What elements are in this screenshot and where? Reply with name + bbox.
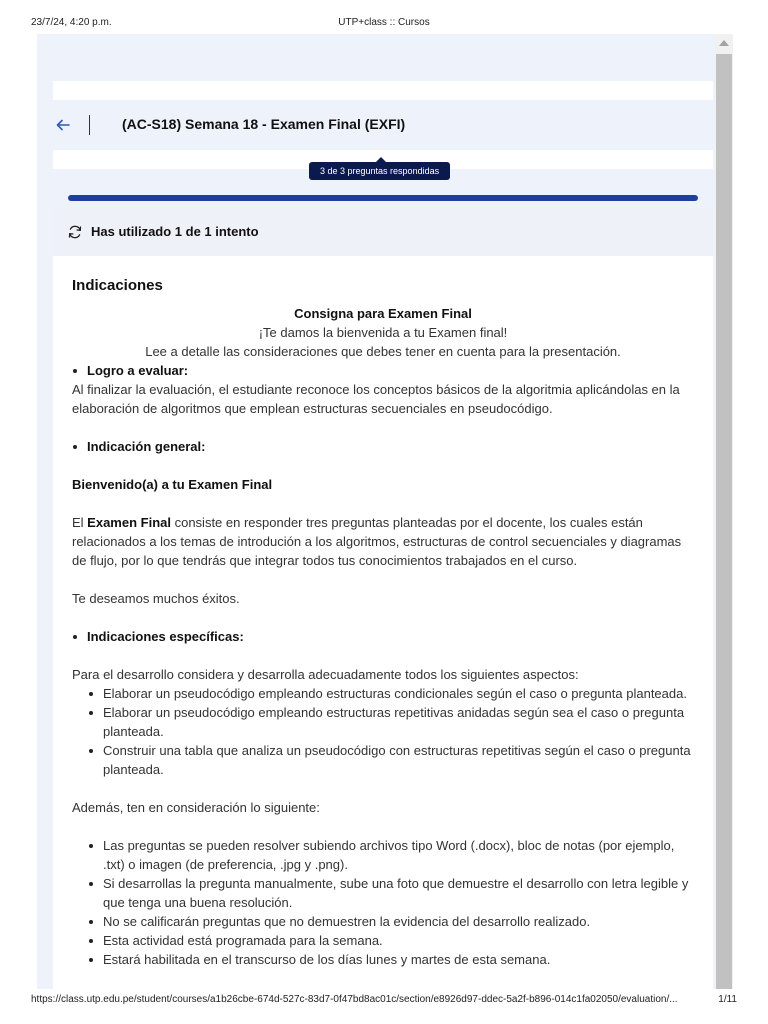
refresh-icon: [67, 224, 83, 240]
print-page-number: 1/11: [718, 994, 737, 1005]
exam-description: [72, 513, 694, 570]
read-detail-text: Lee a detalle las consideraciones que debes tener en cuenta para la presentación.: [145, 344, 621, 359]
page-title: (AC-S18) Semana 18 - Examen Final (EXFI): [122, 116, 406, 132]
instructions-card: [53, 256, 713, 989]
general-label: Indicación general:: [72, 437, 694, 456]
specific-intro: Para el desarrollo considera y desarrolla adecuadamente todos los siguientes aspectos:: [72, 667, 579, 682]
exam-rest: consiste en responder tres preguntas planteadas por el docente, los cuales están relacionados a los temas de introdución a los algoritmos, estructuras de control secuenciales y diagramas de flujo, por lo que tendrás que integrar todos tus conocimientos trabajados en el curso.: [72, 515, 682, 568]
logro-label: Logro a evaluar:: [72, 361, 694, 380]
list-item: Si desarrollas la pregunta manualmente, sube una foto que demuestre el desarrollo con letra legible y que tenga una buena resolución.: [103, 874, 694, 912]
list-item: Las preguntas se pueden resolver subiendo archivos tipo Word (.docx), bloc de notas (por ejemplo, .txt) o imagen (de preferencia, .jpg y .png).: [103, 836, 694, 874]
list-item: Construir una tabla que analiza un pseudocódigo con estructuras repetitivas según el caso o pregunta planteada.: [103, 741, 694, 779]
print-footer: [31, 994, 737, 1008]
header-divider: [89, 115, 90, 135]
print-page-title: UTP+class :: Cursos: [338, 17, 430, 28]
scroll-thumb[interactable]: [716, 54, 732, 989]
consigna-title: Consigna para Examen Final: [294, 306, 472, 321]
print-datetime: 23/7/24, 4:20 p.m.: [31, 17, 112, 28]
list-item: Estará habilitada en el transcurso de los días lunes y martes de esta semana.: [103, 950, 694, 969]
list-item: Elaborar un pseudocódigo empleando estructuras condicionales según el caso o pregunta planteada.: [103, 684, 694, 703]
app-viewport: [37, 34, 733, 989]
exitos-text: Te deseamos muchos éxitos.: [72, 591, 240, 606]
attempts-text: Has utilizado 1 de 1 intento: [91, 224, 259, 239]
consider-list: [72, 836, 694, 969]
list-item: No se calificarán preguntas que no demuestren la evidencia del desarrollo realizado.: [103, 912, 694, 931]
print-header: [31, 17, 737, 31]
list-item: Esta actividad está programada para la semana.: [103, 931, 694, 950]
attempts-banner: [53, 208, 713, 256]
welcome-text: ¡Te damos la bienvenida a tu Examen final!: [258, 325, 508, 340]
exam-bold: Examen Final: [87, 515, 171, 530]
progress-bar: [68, 195, 698, 201]
top-bar: [37, 100, 715, 150]
exam-prefix: El: [72, 515, 88, 530]
print-url: https://class.utp.edu.pe/student/courses/a1b26cbe-674d-527c-83d7-0f47bd8ac01c/section/e8926d97-ddec-5a2f-b896-014c1fa02050/evaluation/...: [31, 994, 678, 1005]
list-item: Elaborar un pseudocódigo empleando estructuras repetitivas anidadas según sea el caso o pregunta planteada.: [103, 703, 694, 741]
logro-text: Al finalizar la evaluación, el estudiante reconoce los conceptos básicos de la algoritmia aplicándolas en la elaboración de algoritmos que emplean estructuras secuenciales en pseudocódigo.: [72, 382, 680, 416]
ademas-text: Además, ten en consideración lo siguiente:: [72, 800, 320, 815]
progress-tooltip: 3 de 3 preguntas respondidas: [309, 162, 450, 180]
bienvenido-text: Bienvenido(a) a tu Examen Final: [72, 477, 273, 492]
instructions-heading: Indicaciones: [72, 277, 163, 294]
scrollbar[interactable]: [715, 34, 733, 989]
specific-list: [72, 684, 694, 779]
scroll-up-icon[interactable]: [719, 40, 729, 46]
back-arrow-icon[interactable]: [54, 116, 72, 134]
specific-label: Indicaciones específicas:: [72, 627, 694, 646]
